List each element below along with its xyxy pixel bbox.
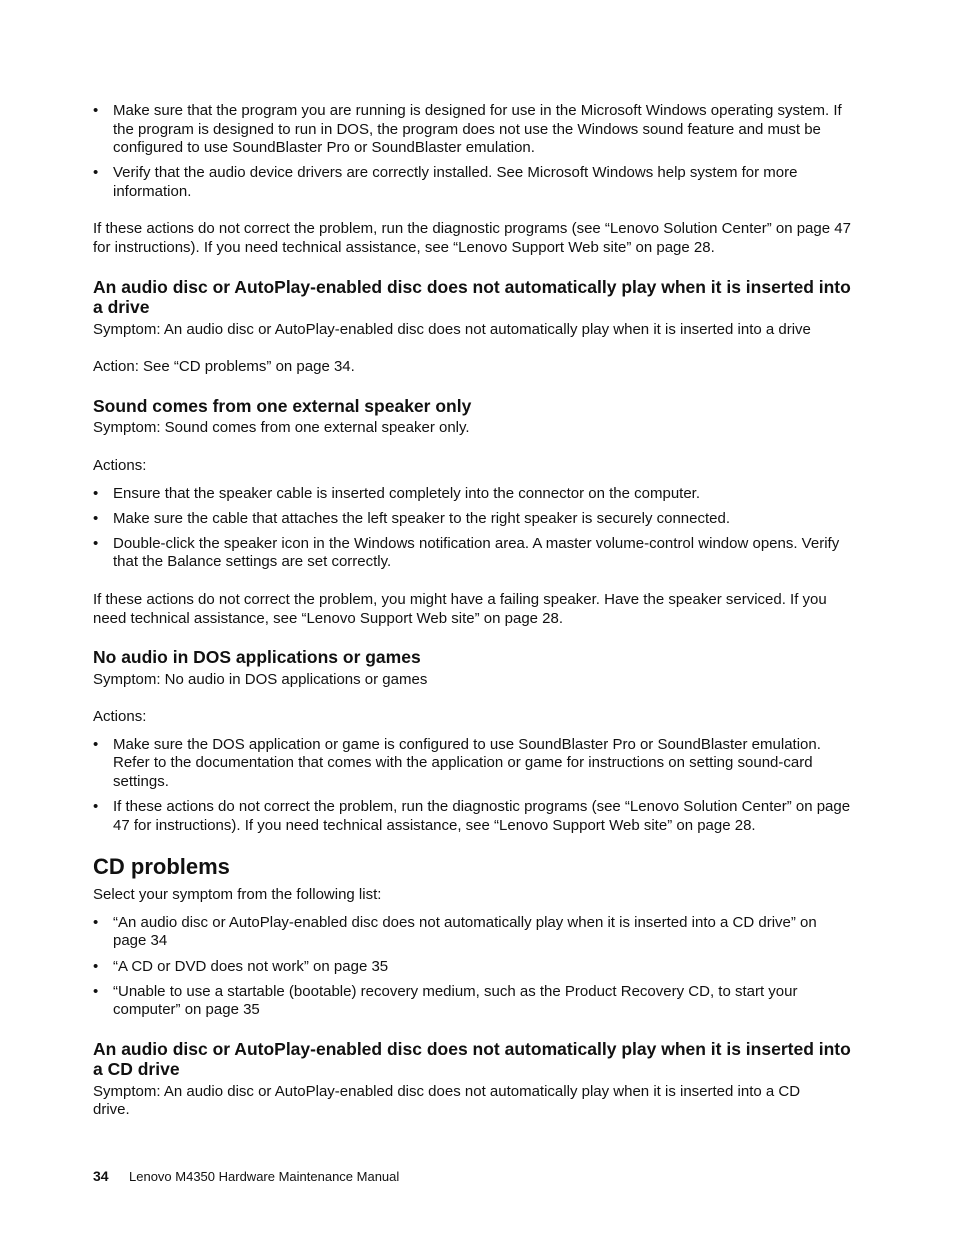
heading-cd-problems: CD problems (93, 854, 230, 880)
heading-speaker: Sound comes from one external speaker only (93, 395, 472, 416)
actions-label-dos: Actions: (93, 708, 147, 726)
cd-intro: Select your symptom from the following list: (93, 886, 382, 904)
followup-speaker: If these actions do not correct the problem, you might have a failing speaker. Have the speaker serviced. If you need technical assistance, see “Lenovo Support Web site” on page 28. (93, 590, 827, 627)
list-item: • Make sure that the program you are running is designed for use in the Microsoft Windows operating system. If the program is designed to run in DOS, the program does not use the Windows sound feature and must be configured to use SoundBlaster Pro or SoundBlaster emulation. (93, 102, 842, 157)
list-item (93, 914, 853, 951)
intro-list (93, 102, 853, 201)
page-content (93, 102, 853, 1120)
bullet-icon: • (93, 798, 99, 816)
bullet-icon: • (93, 164, 99, 182)
manual-title: Lenovo M4350 Hardware Maintenance Manual (129, 1169, 400, 1184)
bullet-icon: • (93, 509, 99, 527)
speaker-actions-list (93, 485, 853, 572)
cd-symptom-link[interactable]: “Unable to use a startable (bootable) recovery medium, such as the Product Recovery CD, to start your computer” on page 35 (113, 982, 798, 1019)
intro-followup: If these actions do not correct the problem, run the diagnostic programs (see “Lenovo Solution Center” on page 47 for instructions). If you need technical assistance, see “Lenovo Support Web site” on page 28. (93, 220, 851, 257)
bullet-icon: • (93, 735, 99, 753)
list-item (93, 983, 853, 1020)
bullet-icon: • (93, 484, 99, 502)
heading-autoplay: An audio disc or AutoPlay-enabled disc does not automatically play when it is inserted into a drive (93, 276, 851, 318)
dos-actions-list (93, 736, 853, 835)
symptom-autoplay: Symptom: An audio disc or AutoPlay-enabled disc does not automatically play when it is inserted into a drive (93, 320, 811, 338)
list-item: • If these actions do not correct the problem, run the diagnostic programs (see “Lenovo Solution Center” on page 47 for instructions). If you need technical assistance, see “Lenovo Support Web site” on page 28. (93, 798, 851, 834)
list-item: • Verify that the audio device drivers are correctly installed. See Microsoft Windows help system for more information. (93, 164, 798, 200)
symptom-speaker: Symptom: Sound comes from one external speaker only. (93, 419, 470, 437)
bullet-icon: • (93, 957, 99, 975)
bullet-icon: • (93, 982, 99, 1000)
list-item: • Make sure the DOS application or game is configured to use SoundBlaster Pro or SoundBlaster emulation. Refer to the documentation that comes with the application or game for instructions on setting sound-card settings. (93, 735, 821, 790)
bullet-icon: • (93, 913, 99, 931)
list-item: • Double-click the speaker icon in the Windows notification area. A master volume-control window opens. Verify that the Balance settings are set correctly. (93, 534, 840, 571)
cd-symptom-list (93, 914, 853, 1020)
list-item: • Make sure the cable that attaches the left speaker to the right speaker is securely connected. (93, 509, 731, 527)
actions-label-speaker: Actions: (93, 456, 147, 474)
symptom-cd-autoplay: Symptom: An audio disc or AutoPlay-enabled disc does not automatically play when it is inserted into a CD drive. (93, 1082, 801, 1119)
heading-dos: No audio in DOS applications or games (93, 647, 421, 668)
cd-symptom-link[interactable]: “A CD or DVD does not work” on page 35 (113, 957, 389, 975)
bullet-icon: • (93, 534, 99, 552)
cd-symptom-link[interactable]: “An audio disc or AutoPlay-enabled disc does not automatically play when it is inserted into a CD drive” on page 34 (113, 913, 817, 950)
list-item (93, 958, 853, 977)
heading-cd-autoplay: An audio disc or AutoPlay-enabled disc does not automatically play when it is inserted into a CD drive (93, 1038, 851, 1080)
page-footer (93, 1167, 399, 1186)
symptom-dos: Symptom: No audio in DOS applications or games (93, 670, 428, 688)
page-number: 34 (93, 1168, 109, 1184)
list-item: • Ensure that the speaker cable is inserted completely into the connector on the computer. (93, 484, 701, 502)
action-autoplay: Action: See “CD problems” on page 34. (93, 358, 355, 376)
bullet-icon: • (93, 102, 99, 119)
